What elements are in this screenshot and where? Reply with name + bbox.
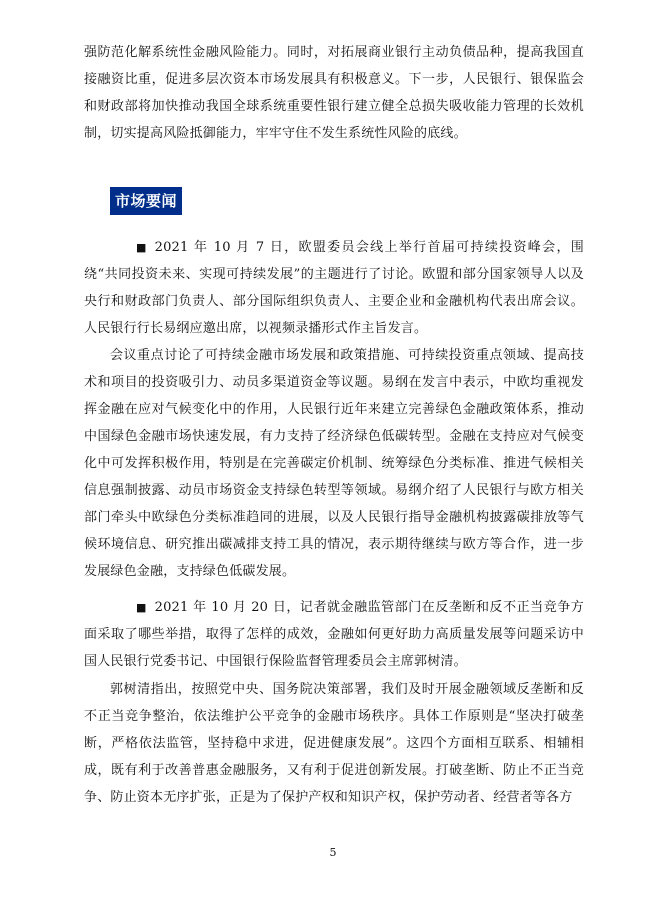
page-number: 5 (329, 846, 337, 859)
paragraph-text: 2021 年 10 月 20 日，记者就金融监管部门在反垄断和反不正当竞争方面采取了哪些举措，取得了怎样的成效，金融如何更好助力高质量发展等问题采访中国人民银行党委书记、中国银行保险监督管理委员会主席郭树清。 (84, 600, 584, 669)
bullet-square-icon: ■ (136, 601, 147, 614)
paragraph-text: 2021 年 10 月 7 日，欧盟委员会线上举行首届可持续投资峰会，围绕“共同投资未来、实现可持续发展”的主题进行了讨论。欧盟和部分国家领导人以及央行和财政部门负责人、部分国际组织负责人、主要企业和金融机构代表出席会议。人民银行行长易纲应邀出席，以视频录播形式作主旨发言。 (84, 240, 584, 336)
bullet-square-icon: ■ (136, 241, 147, 254)
paragraph-green-finance (84, 342, 584, 585)
news-item-anti-monopoly-interview (84, 594, 584, 675)
paragraph-guo-shuqing-remarks (84, 676, 584, 811)
news-item-sustainable-investment-summit (84, 234, 584, 342)
paragraph-risk-prevention (84, 39, 584, 147)
paragraph-text: 会议重点讨论了可持续金融市场发展和政策措施、可持续投资重点领域、提高技术和项目的投资吸引力、动员多渠道资金等议题。易纲在发言中表示，中欧均重视发挥金融在应对气候变化中的作用，人民银行近年来建立完善绿色金融政策体系，推动中国绿色金融市场快速发展，有力支持了经济绿色低碳转型。金融在支持应对气候变化中可发挥积极作用，特别是在完善碳定价机制、统筹绿色分类标准、推进气候相关信息强制披露、动员市场资金支持绿色转型等领域。易纲介绍了人民银行与欧方相关部门牵头中欧绿色分类标准趋同的进展，以及人民银行指导金融机构披露碳排放等气候环境信息、研究推出碳减排支持工具的情况，表示期待继续与欧方等合作，进一步发展绿色金融，支持绿色低碳发展。 (84, 348, 584, 579)
paragraph-text: 郭树清指出，按照党中央、国务院决策部署，我们及时开展金融领域反垄断和反不正当竞争整治，依法维护公平竞争的金融市场秩序。具体工作原则是“坚决打破垄断，严格依法监管，坚持稳中求进，促进健康发展”。这四个方面相互联系、相辅相成，既有利于改善普惠金融服务，又有利于促进创新发展。打破垄断、防止不正当竞争、防止资本无序扩张，正是为了保护产权和知识产权，保护劳动者、经营者等各方 (84, 682, 584, 805)
paragraph-text: 强防范化解系统性金融风险能力。同时，对拓展商业银行主动负债品种，提高我国直接融资比重，促进多层次资本市场发展具有积极意义。下一步，人民银行、银保监会和财政部将加快推动我国全球系统重要性银行建立健全总损失吸收能力管理的长效机制，切实提高风险抵御能力，牢牢守住不发生系统性风险的底线。 (84, 45, 584, 141)
section-heading: 市场要闻 (110, 187, 182, 215)
